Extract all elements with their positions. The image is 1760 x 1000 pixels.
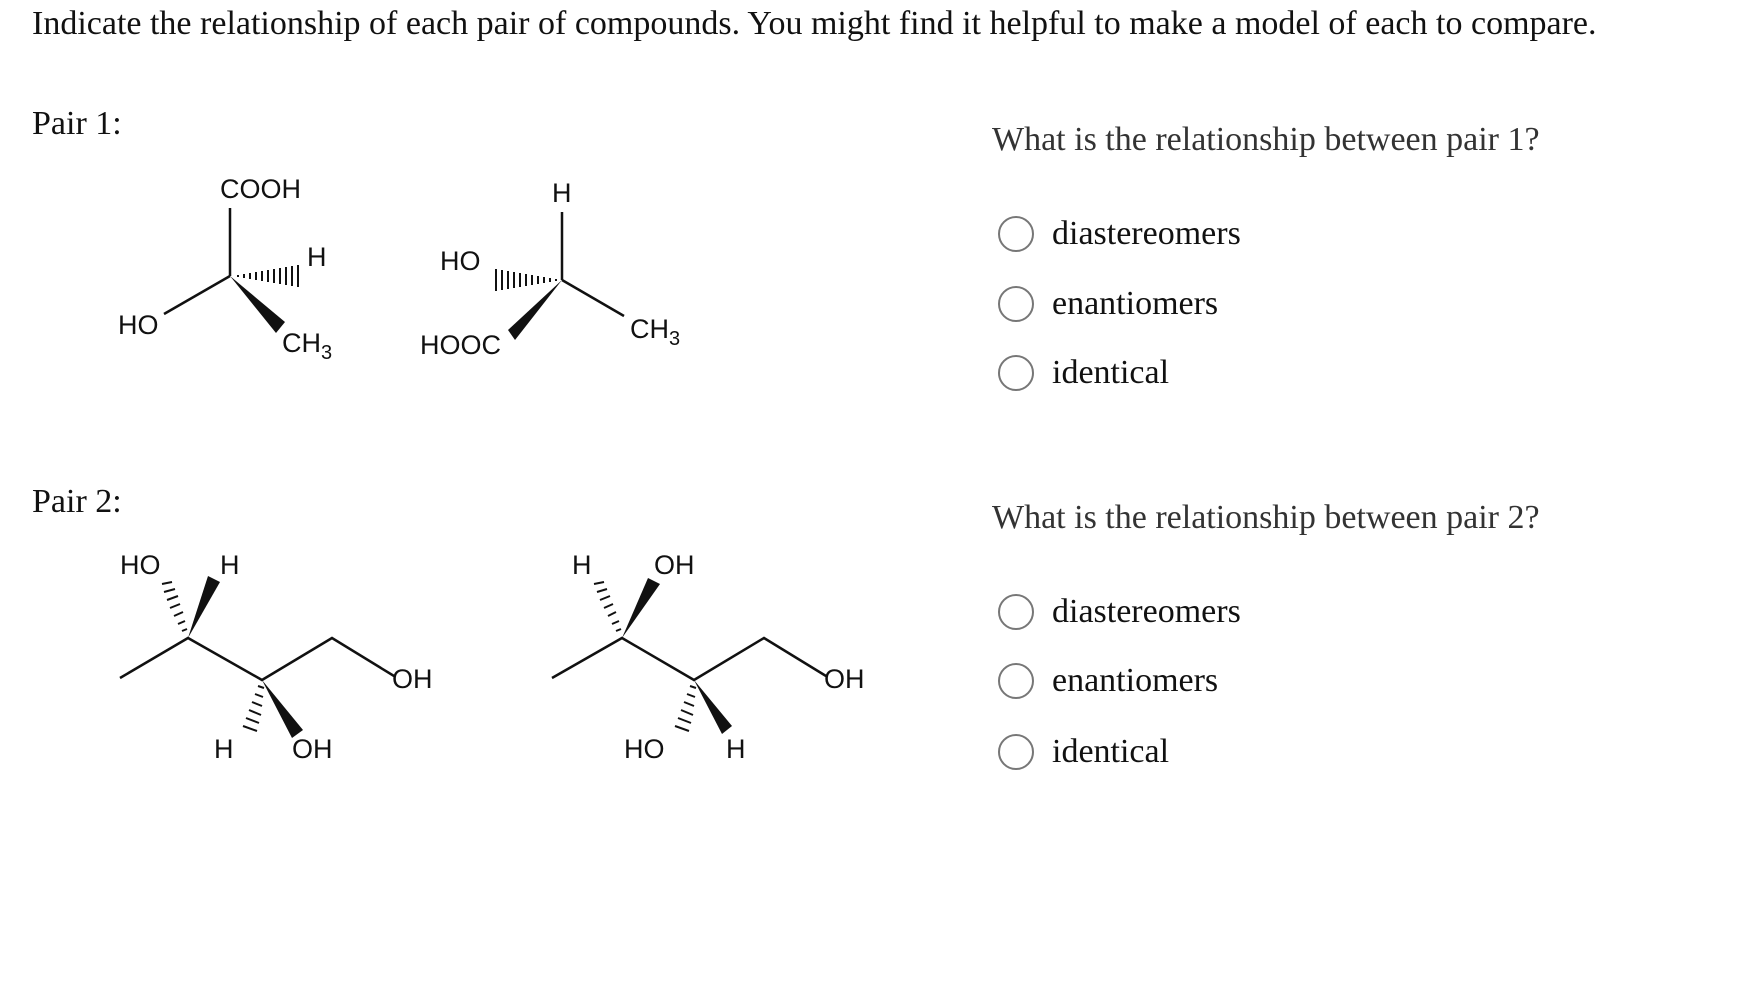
group-label: HOOC [420, 330, 501, 360]
hashed-wedge-bond [675, 686, 696, 731]
pair-2-option-identical[interactable] [998, 732, 1169, 772]
bond-line [120, 638, 394, 680]
question-pair-2: What is the relationship between pair 2? [992, 499, 1540, 536]
group-label: H [307, 242, 327, 272]
group-label: OH [392, 664, 433, 694]
group-label: HO [118, 310, 159, 340]
group-label: H [572, 550, 592, 580]
hashed-wedge-bond [232, 265, 298, 287]
instructions-text: Indicate the relationship of each pair of compounds. You might find it helpful to make a model of each to compare. [32, 5, 1597, 42]
solid-wedge-bond [188, 576, 220, 638]
radio-button[interactable] [998, 734, 1034, 770]
pair-1-label: Pair 1: [32, 105, 122, 142]
pair-2-option-diastereomers[interactable] [998, 592, 1241, 632]
question-pair-1: What is the relationship between pair 1? [992, 121, 1540, 158]
pair-2-molecule-b [552, 550, 865, 764]
pair-1-option-diastereomers[interactable] [998, 214, 1241, 254]
option-label: identical [1052, 733, 1170, 770]
solid-wedge-bond [694, 680, 732, 734]
option-label: enantiomers [1052, 662, 1219, 699]
solid-wedge-bond [622, 578, 660, 638]
hashed-wedge-bond [594, 582, 621, 631]
pair-1-option-enantiomers[interactable] [998, 284, 1218, 324]
group-label: OH [824, 664, 865, 694]
group-label: H [552, 178, 572, 208]
group-label: HO [440, 246, 481, 276]
radio-button[interactable] [998, 355, 1034, 391]
solid-wedge-bond [230, 276, 285, 333]
pair-1-molecule-b [420, 178, 680, 360]
group-label: COOH [220, 174, 301, 204]
option-label: diastereomers [1052, 215, 1241, 252]
radio-button[interactable] [998, 286, 1034, 322]
bond-line [552, 638, 826, 680]
radio-button[interactable] [998, 594, 1034, 630]
pair-2-label: Pair 2: [32, 483, 122, 520]
group-label: H [214, 734, 234, 764]
group-label: OH [292, 734, 333, 764]
radio-button[interactable] [998, 663, 1034, 699]
hashed-wedge-bond [162, 582, 187, 631]
group-label: $CH_3$ [630, 314, 681, 350]
option-label: diastereomers [1052, 593, 1241, 630]
pair-2-molecule-a [120, 550, 433, 764]
solid-wedge-bond [508, 280, 562, 340]
group-label: $CH_3$ [282, 328, 333, 364]
group-label: HO [624, 734, 665, 764]
hashed-wedge-bond [496, 269, 556, 291]
bond-line [562, 280, 624, 316]
pair-2-option-enantiomers[interactable] [998, 661, 1218, 701]
radio-button[interactable] [998, 216, 1034, 252]
option-label: identical [1052, 354, 1170, 391]
pair-1-option-identical[interactable] [998, 353, 1169, 393]
group-label: H [726, 734, 746, 764]
group-label: H [220, 550, 240, 580]
option-label: enantiomers [1052, 285, 1219, 322]
group-label: HO [120, 550, 161, 580]
pair-1-molecule-a [118, 174, 332, 364]
group-label: OH [654, 550, 695, 580]
solid-wedge-bond [262, 680, 303, 738]
hashed-wedge-bond [243, 686, 264, 731]
bond-line [164, 276, 230, 314]
